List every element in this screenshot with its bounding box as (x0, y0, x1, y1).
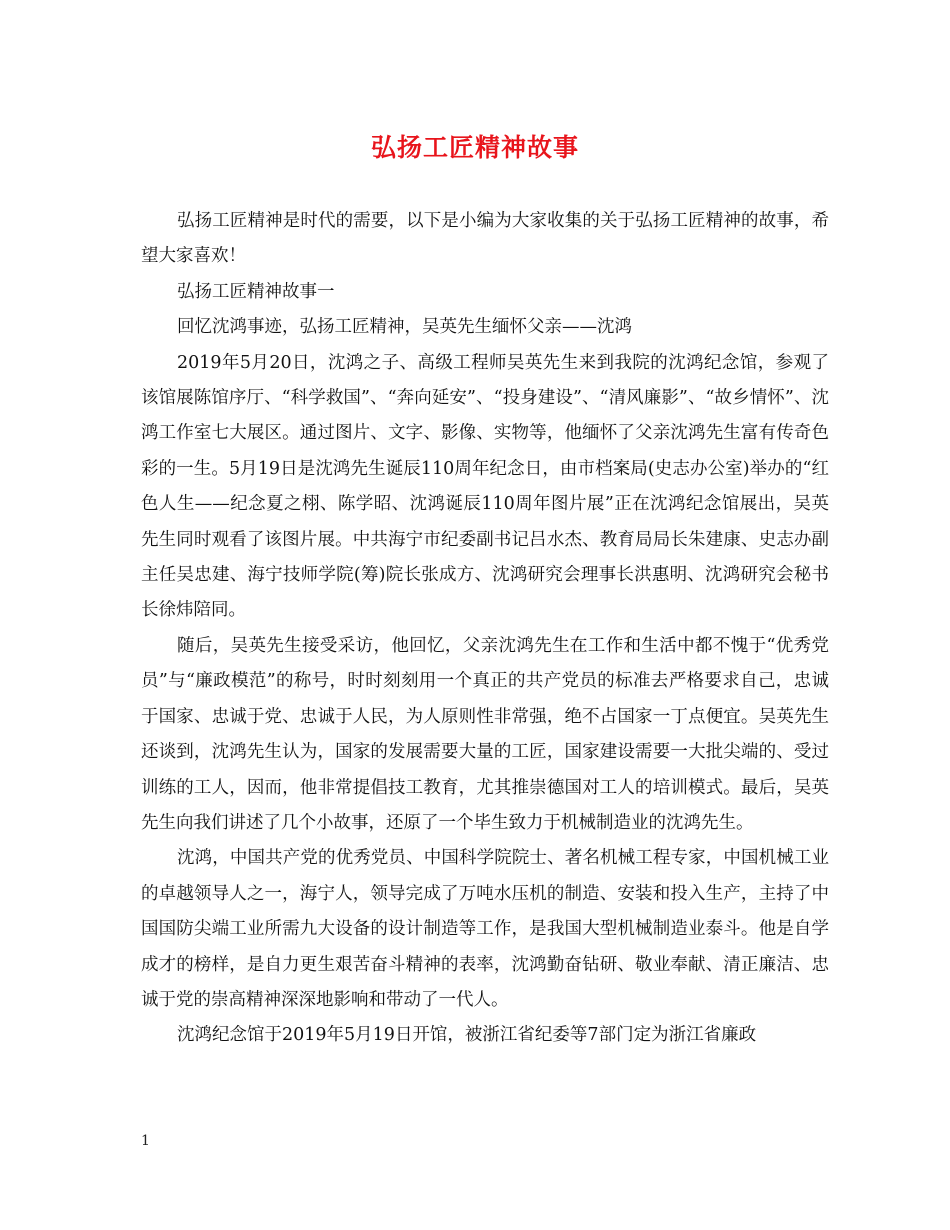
intro-paragraph: 弘扬工匠精神是时代的需要，以下是小编为大家收集的关于弘扬工匠精神的故事，希望大家喜欢！ (141, 211, 829, 267)
body-paragraph: 2019年5月20日，沈鸿之子、高级工程师吴英先生来到我院的沈鸿纪念馆，参观了该馆展陈馆序厅、“科学救国”、“奔向延安”、“投身建设”、“清风廉影”、“故乡情怀”、沈鸿工作室七大展区。通过图片、文字、影像、实物等，他缅怀了父亲沈鸿先生富有传奇色彩的一生。5月19日是沈鸿先生诞辰110周年纪念日，由市档案局(史志办公室)举办的“红色人生——纪念夏之栩、陈学昭、沈鸿诞辰110周年图片展”正在沈鸿纪念馆展出，吴英先生同时观看了该图片展。中共海宁市纪委副书记吕水杰、教育局局长朱建康、史志办副主任吴忠建、海宁技师学院(筹)院长张成方、沈鸿研究会理事长洪惠明、沈鸿研究会秘书长徐炜陪同。 (141, 352, 829, 621)
subtitle-paragraph: 回忆沈鸿事迹，弘扬工匠精神，吴英先生缅怀父亲——沈鸿 (177, 317, 632, 338)
section-heading: 弘扬工匠精神故事一 (177, 281, 335, 302)
document-title: 弘扬工匠精神故事 (370, 133, 579, 162)
page-number: 1 (141, 1133, 150, 1149)
document-body (141, 204, 829, 1054)
body-paragraph: 随后，吴英先生接受采访，他回忆，父亲沈鸿先生在工作和生活中都不愧于“优秀党员”与“廉政模范”的称号，时时刻刻用一个真正的共产党员的标准去严格要求自己，忠诚于国家、忠诚于党、忠诚于人民，为人原则性非常强，绝不占国家一丁点便宜。吴英先生还谈到，沈鸿先生认为，国家的发展需要大量的工匠，国家建设需要一大批尖端的、受过训练的工人，因而，他非常提倡技工教育，尤其推崇德国对工人的培训模式。最后，吴英先生向我们讲述了几个小故事，还原了一个毕生致力于机械制造业的沈鸿先生。 (141, 635, 829, 833)
body-paragraph: 沈鸿，中国共产党的优秀党员、中国科学院院士、著名机械工程专家，中国机械工业的卓越领导人之一，海宁人，领导完成了万吨水压机的制造、安装和投入生产，主持了中国国防尖端工业所需九大设备的设计制造等工作，是我国大型机械制造业泰斗。他是自学成才的榜样，是自力更生艰苦奋斗精神的表率，沈鸿勤奋钻研、敬业奉献、清正廉洁、忠诚于党的崇高精神深深地影响和带动了一代人。 (141, 848, 829, 1010)
body-paragraph: 沈鸿纪念馆于2019年5月19日开馆，被浙江省纪委等7部门定为浙江省廉政 (177, 1025, 757, 1046)
